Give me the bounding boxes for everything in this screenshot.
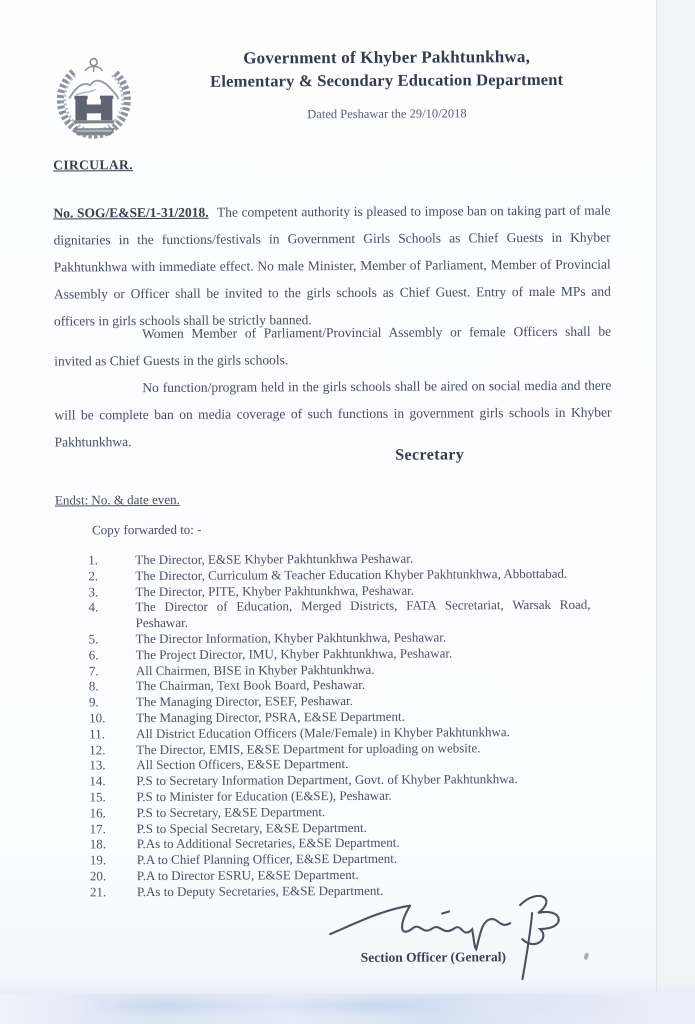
list-item-text: P.As to Deputy Secretaries, E&SE Department. <box>136 882 384 899</box>
section-officer-title: Section Officer (General) <box>360 949 506 965</box>
list-item-number: 10. <box>89 710 106 726</box>
list-item-number: 19. <box>89 852 107 868</box>
list-item-number: 13. <box>89 757 106 773</box>
list-item-number: 20. <box>89 868 107 884</box>
list-item-text: P.S to Minister for Education (E&SE), Peshawar. <box>136 787 392 805</box>
list-item <box>90 881 600 899</box>
letterhead <box>146 45 628 124</box>
list-item-number: 11. <box>89 726 105 742</box>
list-item-number: 5. <box>88 631 99 647</box>
list-item-number: 15. <box>89 789 106 805</box>
list-item-number: 18. <box>89 836 107 852</box>
distribution-list <box>88 550 600 900</box>
list-item-text: The Project Director, IMU, Khyber Pakhtunkhwa, Peshawar. <box>135 645 453 662</box>
list-item-text: The Chairman, Text Book Board, Peshawar. <box>135 677 366 694</box>
endorsement-line: Endst: No. & date even. <box>54 491 180 508</box>
list-item-text: The Director, EMIS, E&SE Department for uploading on website. <box>136 739 481 757</box>
list-item-text: P.As to Additional Secretaries, E&SE Department. <box>136 835 400 852</box>
list-item-text: P.A to Director ESRU, E&SE Department. <box>136 866 359 884</box>
list-item-number: 12. <box>89 741 106 757</box>
paragraph-2: Women Member of Parliament/Provincial Assembly or female Officers shall be invited as Chief Guests in the girls schools. <box>54 323 612 369</box>
paragraph-1-text: The competent authority is pleased to impose ban on taking part of male dignitaries in the functions/festivals in Government Girls Schools as Chief Guests in Khyber Pakhtunkhwa with immediate effect. No male Minister, Member of Parliament, Member of Provincial Assembly or Officer shall be invited to the girls schools as Chief Guest. Entry of male MPs and officers in girls schools shall be strictly banned. <box>53 202 611 329</box>
list-item-number: 8. <box>88 678 99 694</box>
list-item-text: The Director, PITE, Khyber Pakhtunkhwa, Peshawar. <box>135 582 415 599</box>
list-item-number: 6. <box>88 647 99 663</box>
list-item-text: All Section Officers, E&SE Department. <box>136 756 349 773</box>
list-item <box>88 597 598 631</box>
list-item-number: 14. <box>89 773 106 789</box>
list-item-text: All Chairmen, BISE in Khyber Pakhtunkhwa. <box>135 661 375 678</box>
list-item-text: The Director, E&SE Khyber Pakhtunkhwa Peshawar. <box>135 550 414 568</box>
reference-number: No. SOG/E&SE/1-31/2018. <box>53 204 209 221</box>
list-item-text: The Managing Director, PSRA, E&SE Department. <box>136 708 405 726</box>
list-item-text: P.S to Secretary, E&SE Department. <box>136 803 326 820</box>
letterhead-title-line2: Elementary & Secondary Education Department <box>210 69 564 91</box>
list-item-text: P.S to Secretary Information Department, Govt. of Khyber Pakhtunkhwa. <box>136 771 518 789</box>
copy-forwarded-label: Copy forwarded to: - <box>92 521 202 538</box>
paragraph-3: No function/program held in the girls schools shall be aired on social media and there will be complete ban on media coverage of such functions in government girls schools in Khyber Pakhtunkhwa. <box>54 377 612 450</box>
list-item-text: P.S to Special Secretary, E&SE Department. <box>136 819 367 836</box>
dated-line: Dated Peshawar the 29/10/2018 <box>307 106 467 122</box>
list-item-number: 2. <box>88 568 99 584</box>
kp-government-emblem-icon <box>50 51 138 145</box>
list-item-number: 9. <box>88 694 99 710</box>
list-item-number: 7. <box>88 662 99 678</box>
list-item-number: 16. <box>89 805 106 821</box>
list-item-number: 3. <box>88 583 99 599</box>
scan-bottom-blur-band <box>0 994 695 1024</box>
list-item-text: The Director, Curriculum & Teacher Education Khyber Pakhtunkhwa, Abbottabad. <box>135 565 568 583</box>
ink-speck <box>583 952 589 960</box>
list-item-number: 1. <box>88 552 99 568</box>
letterhead-title-line1: Government of Khyber Pakhtunkhwa, <box>243 47 531 68</box>
list-item-text: The Managing Director, ESEF, Peshawar. <box>135 693 353 710</box>
paragraph-1 <box>53 196 611 334</box>
list-item-number: 17. <box>89 820 106 836</box>
list-item-text: P.A to Chief Planning Officer, E&SE Department. <box>136 850 398 868</box>
secretary-signature-title: Secretary <box>395 446 465 464</box>
list-item-text: The Director Information, Khyber Pakhtunkhwa, Peshawar. <box>135 629 447 647</box>
list-item-number: 4. <box>88 599 99 615</box>
circular-heading: CIRCULAR. <box>53 157 133 173</box>
list-item-number: 21. <box>89 884 107 900</box>
list-item-text: The Director of Education, Merged Districts, FATA Secretariat, Warsak Road, Peshawar. <box>135 597 591 631</box>
list-item-text: All District Education Officers (Male/Female) in Khyber Pakhtunkhwa. <box>136 723 510 741</box>
